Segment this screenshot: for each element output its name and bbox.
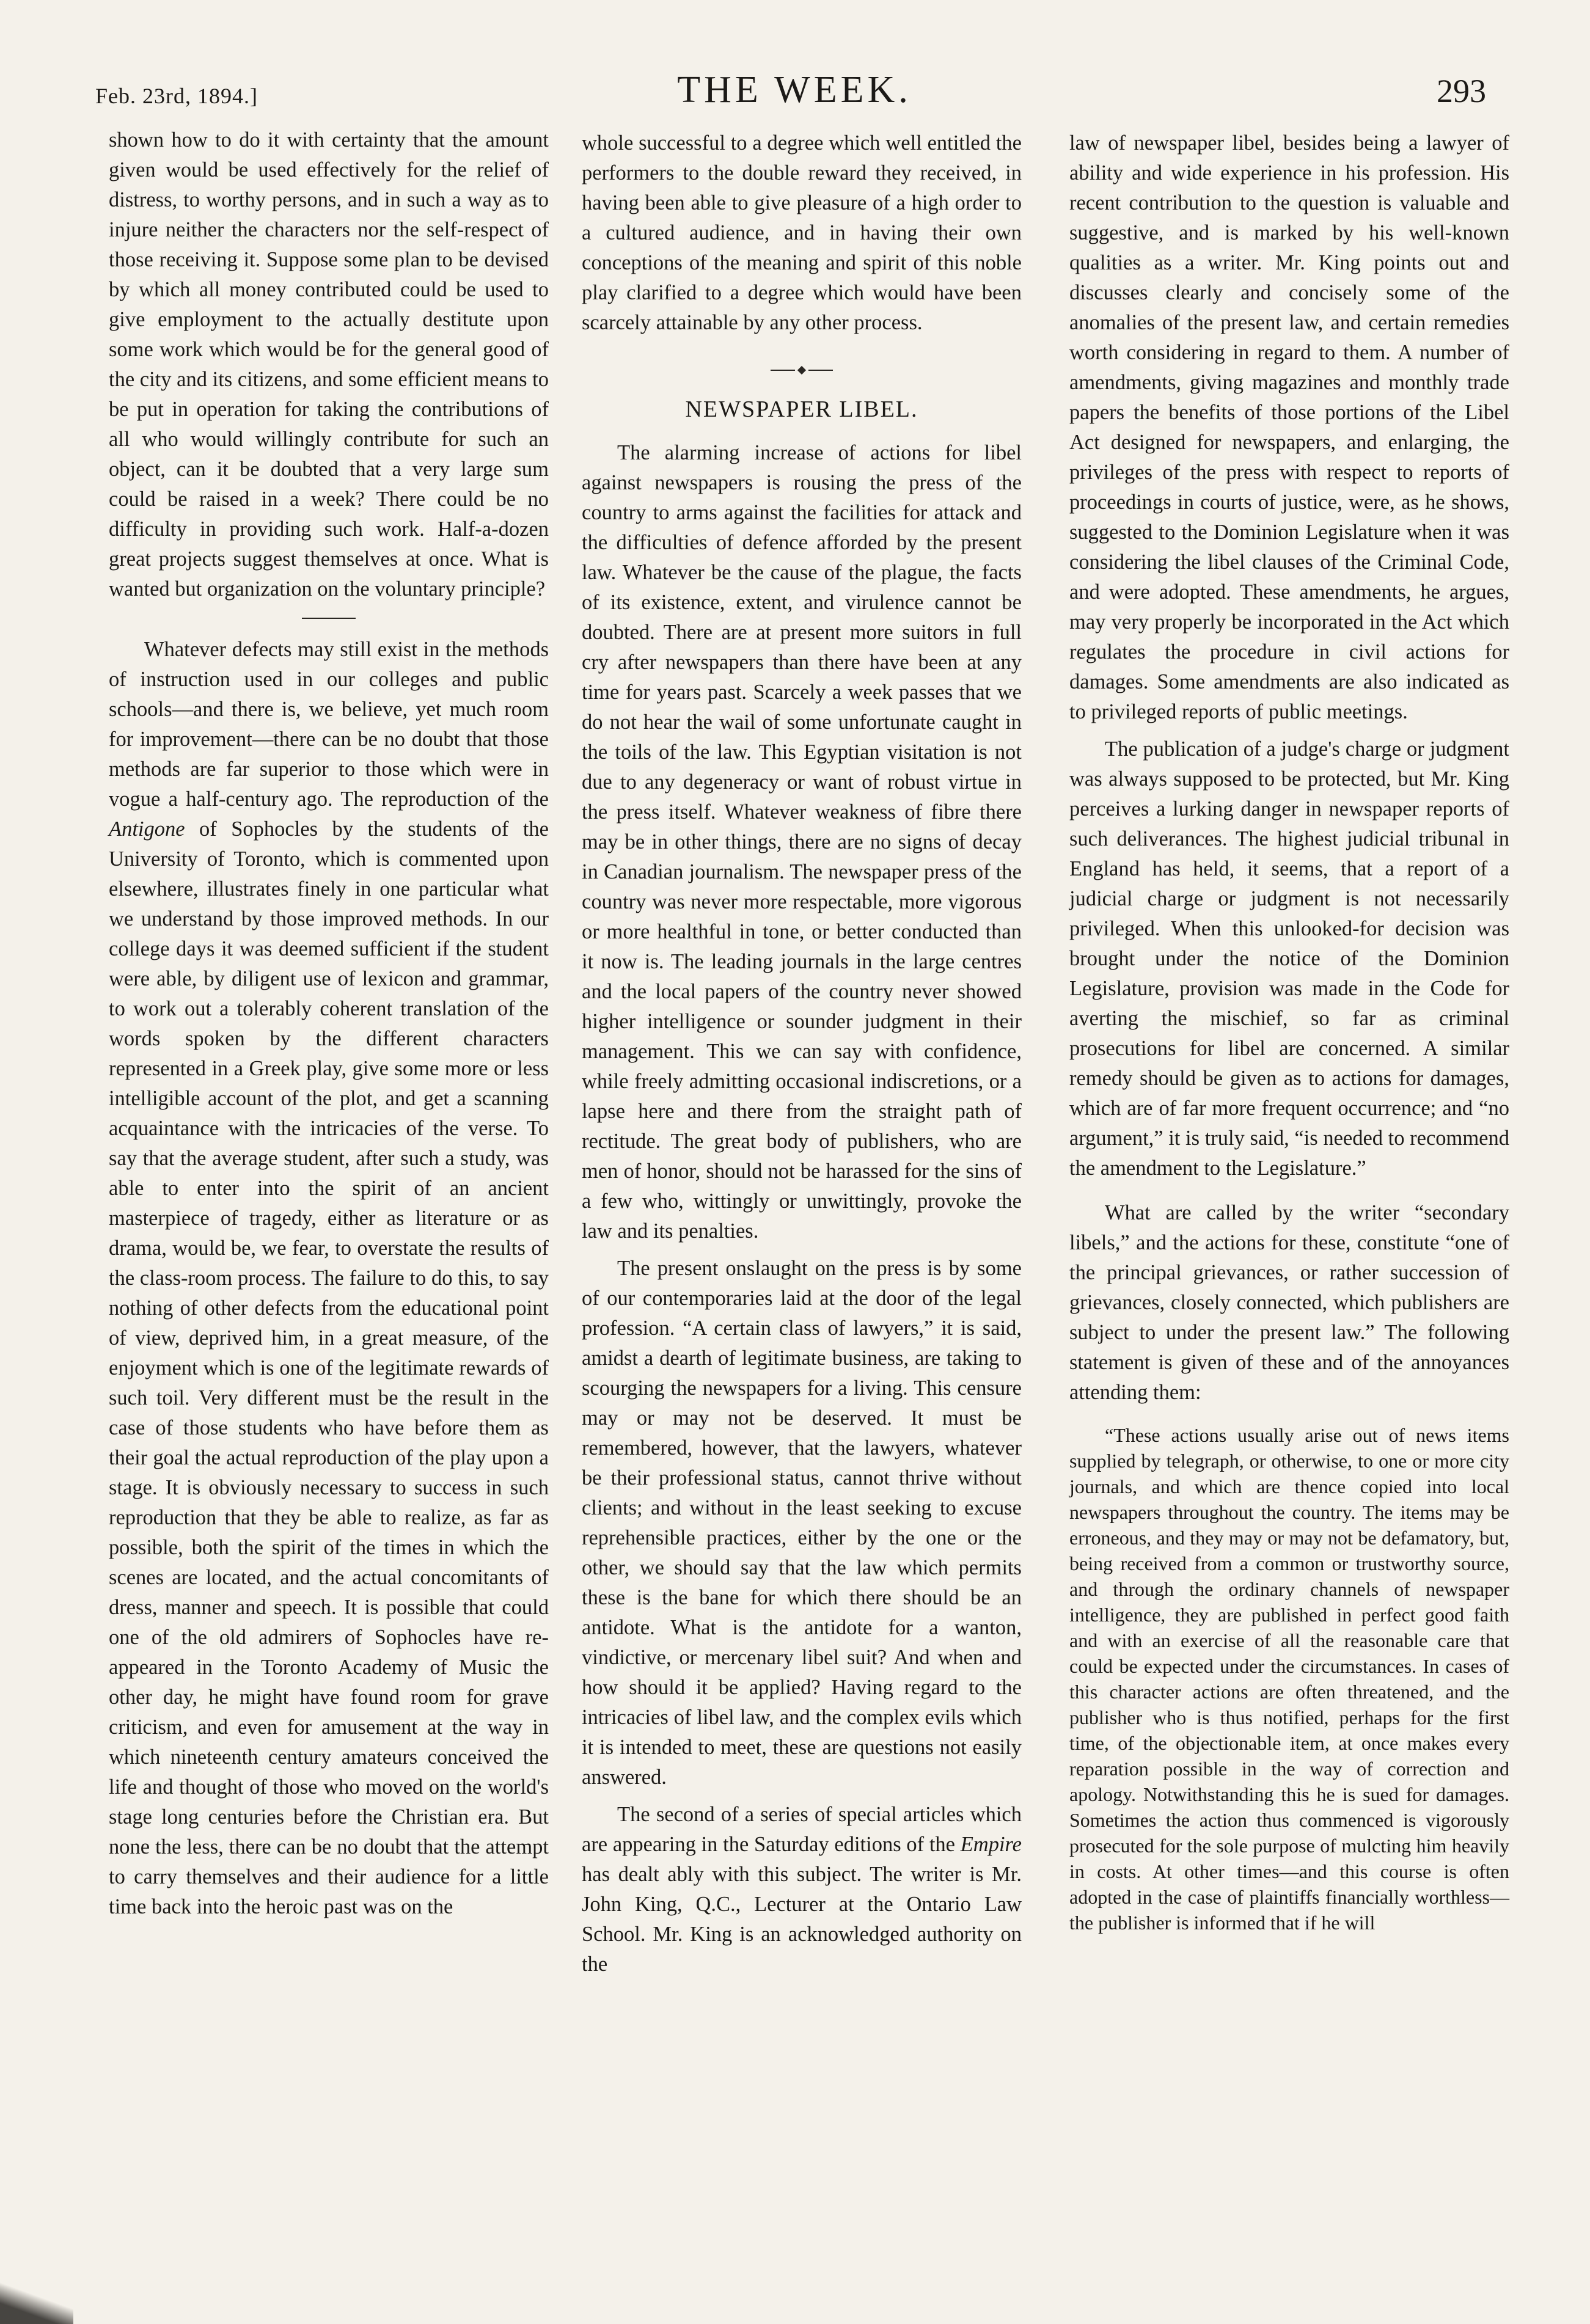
column-middle bbox=[582, 128, 1022, 1979]
paragraph: law of newspaper libel, besides being a lawyer of ability and wide experience in his profession. His recent contribution to the question is valuable and suggestive, and is marked by his well-known qualities as a writer. Mr. King points out and discusses clearly and concisely some of the anomalies of the present law, and certain remedies worth considering in regard to them. A number of amendments, giving magazines and monthly trade papers the benefits of those portions of the Libel Act designed for newspapers, and enlarging, the privileges of the press with respect to reports of proceedings in courts of justice, were, as he shows, suggested to the Dominion Legislature when it was considering the libel clauses of the Criminal Code, and were adopted. These amendments, he argues, may very properly be incorporated in the Act which regulates the procedure in civil actions for damages. Some amendments are also indicated as to privileged reports of public meetings. bbox=[1069, 131, 1509, 723]
section-divider bbox=[302, 618, 356, 619]
paragraph: The publication of a judge's charge or judgment was always supposed to be protected, but Mr. King perceives a lurking danger in newspaper reports of such deliverances. The highest judicial tribunal in England has held, it seems, that a report of a judicial charge or judgment is not necessarily privileged. When this unlooked-for decision was brought under the notice of the Dominion Legislature, provision was made in the Code for averting the mischief, so far as criminal prosecutions for libel are concerned. A similar remedy should be given as to actions for damages, which are of far more frequent occurrence; and “no argument,” it is truly said, “is needed to recommend the amendment to the Legislature.” bbox=[1069, 737, 1509, 1180]
paragraph-text: The second of a series of special articles which are appearing in the Saturday editions of the bbox=[582, 1803, 1022, 1856]
page-edge-shadow bbox=[0, 2281, 73, 2324]
play-title: Antigone bbox=[109, 817, 185, 841]
section-ornament bbox=[582, 354, 1022, 384]
paragraph: shown how to do it with certainty that the amount given would be used effectively for the relief of distress, to worthy persons, and in such a way as to injure neither the characters nor the self-respect of those receiving it. Suppose some plan to be devised by which all money contributed could be used to give employment to the actually destitute upon some work which would be for the general good of the city and its citizens, and some efficient means to be put in operation for taking the contributions of all who would willingly contribute for such an object, can it be doubted that a very large sum could be raised in a week? There could be no difficulty in providing such work. Half-a-dozen great projects suggest themselves at once. What is wanted but organization on the voluntary principle? bbox=[109, 128, 549, 601]
paragraph-text: has dealt ably with this subject. The writer is Mr. John King, Q.C., Lecturer at the Ontario Law School. Mr. King is an acknowledged authority on the bbox=[582, 1863, 1022, 1976]
paragraph: What are called by the writer “secondary libels,” and the actions for these, constitute “one of the principal grievances, or rather succession of grievances, closely connected, which publishers are subject to under the present law.” The following statement is given of these and of the annoyances attending them: bbox=[1069, 1201, 1509, 1404]
paragraph: whole successful to a degree which well entitled the performers to the double reward they received, in having been able to give pleasure of a high order to a cultured audience, and in having their own conceptions of the meaning and spirit of this noble play clarified to a degree which would have been scarcely attainable by any other process. bbox=[582, 131, 1022, 334]
publication-title: THE WEEK. bbox=[677, 69, 912, 111]
page-header bbox=[92, 68, 1497, 117]
article-heading: NEWSPAPER LIBEL. bbox=[685, 396, 918, 422]
issue-date: Feb. 23rd, 1894.] bbox=[95, 84, 258, 108]
column-right bbox=[1069, 128, 1509, 1935]
column-left bbox=[109, 125, 549, 1922]
block-quote: “These actions usually arise out of news items supplied by telegraph, or otherwise, to one or more city journals, and which are thence copied into local newspapers throughout the country. The items may be erroneous, and they may or may not be defamatory, but, being received from a common or trustworthy source, and through the ordinary channels of newspaper intelligence, they are published in perfect good faith and with an exercise of all the reasonable care that could be expected under the circumstances. In cases of this character actions are often threatened, and the publisher who is thus notified, perhaps for the first time, of the objectionable item, at once makes every reparation possible in the way of correction and apology. Notwithstanding this he is sued for damages. Sometimes the action thus commenced is vigorously prosecuted for the sole purpose of mulcting him heavily in costs. At other times—and this course is often adopted in the case of plaintiffs financially worthless—the publisher is informed that if he will bbox=[1069, 1424, 1509, 1934]
paragraph bbox=[109, 635, 549, 1922]
page-number: 293 bbox=[1437, 73, 1486, 109]
newspaper-name: Empire bbox=[960, 1833, 1022, 1856]
paragraph-text: Whatever defects may still exist in the methods of instruction used in our colleges and public schools—and there is, we believe, yet much room for improvement—there can be no doubt that those methods are far superior to those which were in vogue a half-century ago. The reproduction of the bbox=[109, 638, 549, 811]
paragraph-text: of Sophocles by the students of the University of Toronto, which is commented upon elsewhere, illustrates finely in one particular what we understand by those improved methods. In our college days it was deemed sufficient if the student were able, by diligent use of lexicon and grammar, to work out a tolerably coherent translation of the words spoken by the different characters represented in a Greek play, give some more or less intelligible account of the plot, and get a scanning acquaintance with the intricacies of the verse. To say that the average student, after such a study, was able to enter into the spirit of an ancient masterpiece of tragedy, either as literature or as drama, would be, we fear, to overstate the results of the class-room process. The failure to do this, to say nothing of other defects from the educational point of view, deprived him, in a great measure, of the enjoyment which is one of the legitimate rewards of such toil. Very different must be the result in the case of those students who have before them as their goal the actual reproduction of the play upon a stage. It is obviously necessary to success in such reproduction that they be able to realize, as far as possible, both the spirit of the times in which the scenes are located, and the actual concomitants of dress, manner and speech. It is possible that could one of the old admirers of Sophocles have re-appeared in the Toronto Academy of Music the other day, he might have found room for grave criticism, and even for amusement at the way in which nineteenth century amateurs conceived the life and thought of those who moved on the world's stage long centuries before the Christian era. But none the less, there can be no doubt that the attempt to carry themselves and their audience for a little time back into the heroic past was on the bbox=[109, 817, 549, 1918]
paragraph: The present onslaught on the press is by some of our contemporaries laid at the door of the legal profession. “A certain class of lawyers,” it is said, amidst a dearth of legitimate business, are taking to scourging the newspapers for a living. This censure may or may not be deserved. It must be remembered, however, that the lawyers, whatever be their professional status, cannot thrive without clients; and without in the least seeking to excuse reprehensible practices, either by the one or the other, we should say that the law which permits these is the bane for which there should be an antidote. What is the antidote for a wanton, vindictive, or mercenary libel suit? And when and how should it be applied? Having regard to the intricacies of libel law, and the complex evils which it is intended to meet, these are questions not easily answered. bbox=[582, 1257, 1022, 1789]
paragraph bbox=[582, 1800, 1022, 1979]
paragraph: The alarming increase of actions for libel against newspapers is rousing the press of the country to arms against the facilities for attack and the difficulties of defence afforded by the present law. Whatever be the cause of the plague, the facts of its existence, extent, and virulence cannot be doubted. There are at present more suitors in full cry after newspapers than there have been at any time for years past. Scarcely a week passes that we do not hear the wail of some unfortunate caught in the toils of the law. This Egyptian visitation is not due to any degeneracy or want of robust virtue in the press itself. Whatever weakness of fibre there may be in other things, there are no signs of decay in Canadian journalism. The newspaper press of the country was never more respectable, more vigorous or more healthful in tone, or better conducted than it now is. The leading journals in the large centres and the local papers of the country never showed higher intelligence or sounder judgment in their management. This we can say with confidence, while freely admitting occasional indiscretions, or a lapse here and there from the straight path of rectitude. The great body of publishers, who are men of honor, should not be harassed for the sins of a few who, wittingly or unwittingly, provoke the law and its penalties. bbox=[582, 441, 1022, 1243]
